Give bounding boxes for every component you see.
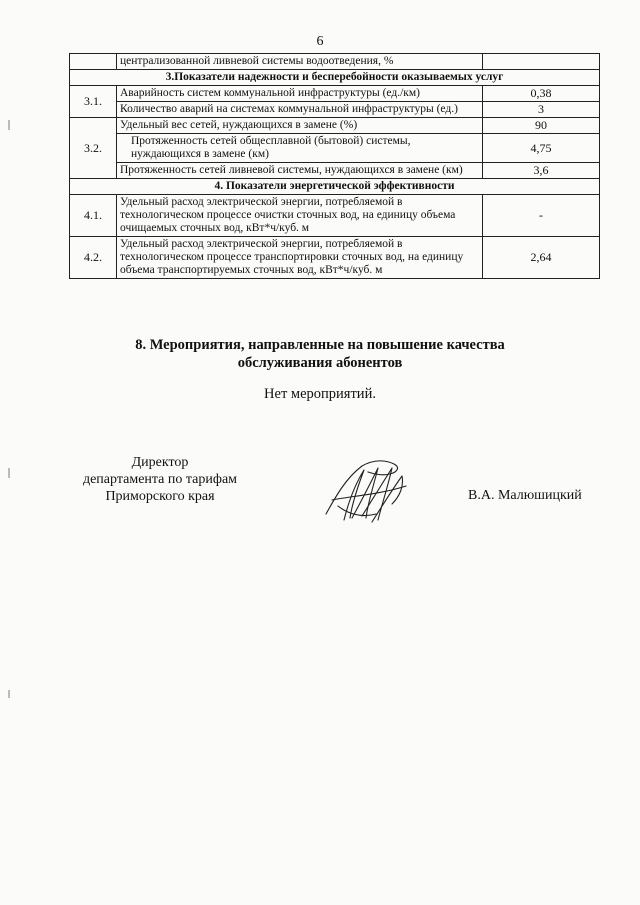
- row-number-cell: [70, 54, 117, 70]
- indicator-value: 0,38: [483, 86, 600, 102]
- row-number-cell: 3.1.: [70, 86, 117, 118]
- scan-artifact: [8, 120, 10, 130]
- indicator-description: Удельный расход электрической энергии, потребляемой в технологическом процессе очистки сточных вод, на единицу объема очищаемых сточных вод, кВт*ч/куб. м: [117, 195, 483, 237]
- table-row: [70, 102, 600, 118]
- indicator-description: Протяженность сетей общесплавной (бытовой) системы, нуждающихся в замене (км): [117, 134, 483, 163]
- table-row: [70, 54, 600, 70]
- table-row: [70, 118, 600, 134]
- indicator-description: централизованной ливневой системы водоотведения, %: [117, 54, 483, 70]
- table-row: [70, 134, 600, 163]
- indicator-value: [483, 54, 600, 70]
- indicator-value: 3: [483, 102, 600, 118]
- section-8-title: [0, 336, 640, 372]
- section-8-body: Нет мероприятий.: [264, 386, 376, 402]
- row-number-cell: 4.2.: [70, 237, 117, 279]
- table-row: [70, 195, 600, 237]
- page-number: 6: [316, 34, 324, 49]
- scan-artifact: [8, 468, 10, 478]
- signatory-line1: Директор: [131, 455, 189, 470]
- signatory-name: В.А. Малюшицкий: [468, 488, 582, 503]
- indicator-description: Протяженность сетей ливневой системы, нуждающихся в замене (км): [117, 163, 483, 179]
- section-header-3: 3.Показатели надежности и бесперебойности оказываемых услуг: [70, 70, 600, 86]
- indicator-value: 4,75: [483, 134, 600, 163]
- section-header-4: 4. Показатели энергетической эффективности: [70, 179, 600, 195]
- indicator-value: 90: [483, 118, 600, 134]
- indicator-description: Аварийность систем коммунальной инфраструктуры (ед./км): [117, 86, 483, 102]
- table-row: [70, 86, 600, 102]
- indicator-description: Удельный вес сетей, нуждающихся в замене (%): [117, 118, 483, 134]
- table-row: [70, 237, 600, 279]
- signatory-line3: Приморского края: [105, 489, 215, 504]
- section-8-title-line1: 8. Мероприятия, направленные на повышение качества: [135, 337, 505, 353]
- table-row: [70, 163, 600, 179]
- section-header-row: [70, 70, 600, 86]
- indicator-description: Количество аварий на системах коммунальной инфраструктуры (ед.): [117, 102, 483, 118]
- indicator-value: 3,6: [483, 163, 600, 179]
- signatory-line2: департамента по тарифам: [82, 472, 238, 487]
- indicator-value: 2,64: [483, 237, 600, 279]
- row-number-cell: 3.2.: [70, 118, 117, 179]
- indicator-value: -: [483, 195, 600, 237]
- scan-artifact: [8, 690, 10, 698]
- handwritten-signature: [322, 456, 414, 526]
- signatory-position: [60, 454, 260, 505]
- row-number-cell: 4.1.: [70, 195, 117, 237]
- indicator-description: Удельный расход электрической энергии, потребляемой в технологическом процессе транспортировки сточных вод, на единицу объема транспортируемых сточных вод, кВт*ч/куб. м: [117, 237, 483, 279]
- section-8-title-line2: обслуживания абонентов: [237, 355, 403, 371]
- section-header-row: [70, 179, 600, 195]
- indicators-table: [69, 53, 600, 279]
